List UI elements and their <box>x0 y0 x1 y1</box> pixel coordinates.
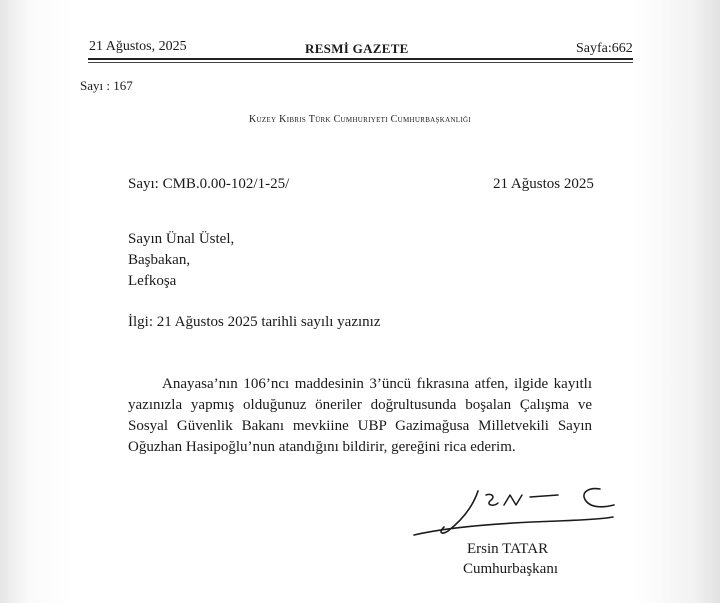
signer-name: Ersin TATAR <box>467 541 549 557</box>
letter-reference: Sayı: CMB.0.00-102/1-25/ <box>128 176 290 192</box>
recipient-title: Başbakan, <box>128 252 191 268</box>
header-date: 21 Ağustos, 2025 <box>89 39 187 54</box>
signer-title: Cumhurbaşkanı <box>463 561 558 577</box>
letter-body: Anayasa’nın 106’ncı maddesinin 3’üncü fıkrasına atfen, ilgide kayıtlı yazınızla yapmış olduğunuz öneriler doğrultusunda boşalan Çalışma ve Sosyal Güvenlik Bakanı mevkiine UBP Gazimağusa Milletvekili Sayın Oğuzhan Hasipoğlu’nun atandığını bildirir, gereğini rica ederim. <box>128 376 592 455</box>
handwritten-signature <box>408 483 618 543</box>
gazette-title: RESMİ GAZETE <box>305 41 409 56</box>
issuer-heading <box>0 114 720 125</box>
page-number: Sayfa:662 <box>576 41 633 56</box>
recipient-city: Lefkoşa <box>128 273 177 289</box>
issue-number: Sayı : 167 <box>80 78 133 93</box>
header-rule-thin <box>88 62 633 63</box>
recipient-name: Sayın Ünal Üstel, <box>128 231 235 247</box>
issuer-text: Kuzey Kıbrıs Türk Cumhuriyeti Cumhurbaşkanlığı <box>248 114 471 125</box>
header-rule-thick <box>88 58 633 60</box>
letter-date: 21 Ağustos 2025 <box>493 176 594 192</box>
letter-subject: İlgi: 21 Ağustos 2025 tarihli sayılı yazınız <box>128 314 381 330</box>
